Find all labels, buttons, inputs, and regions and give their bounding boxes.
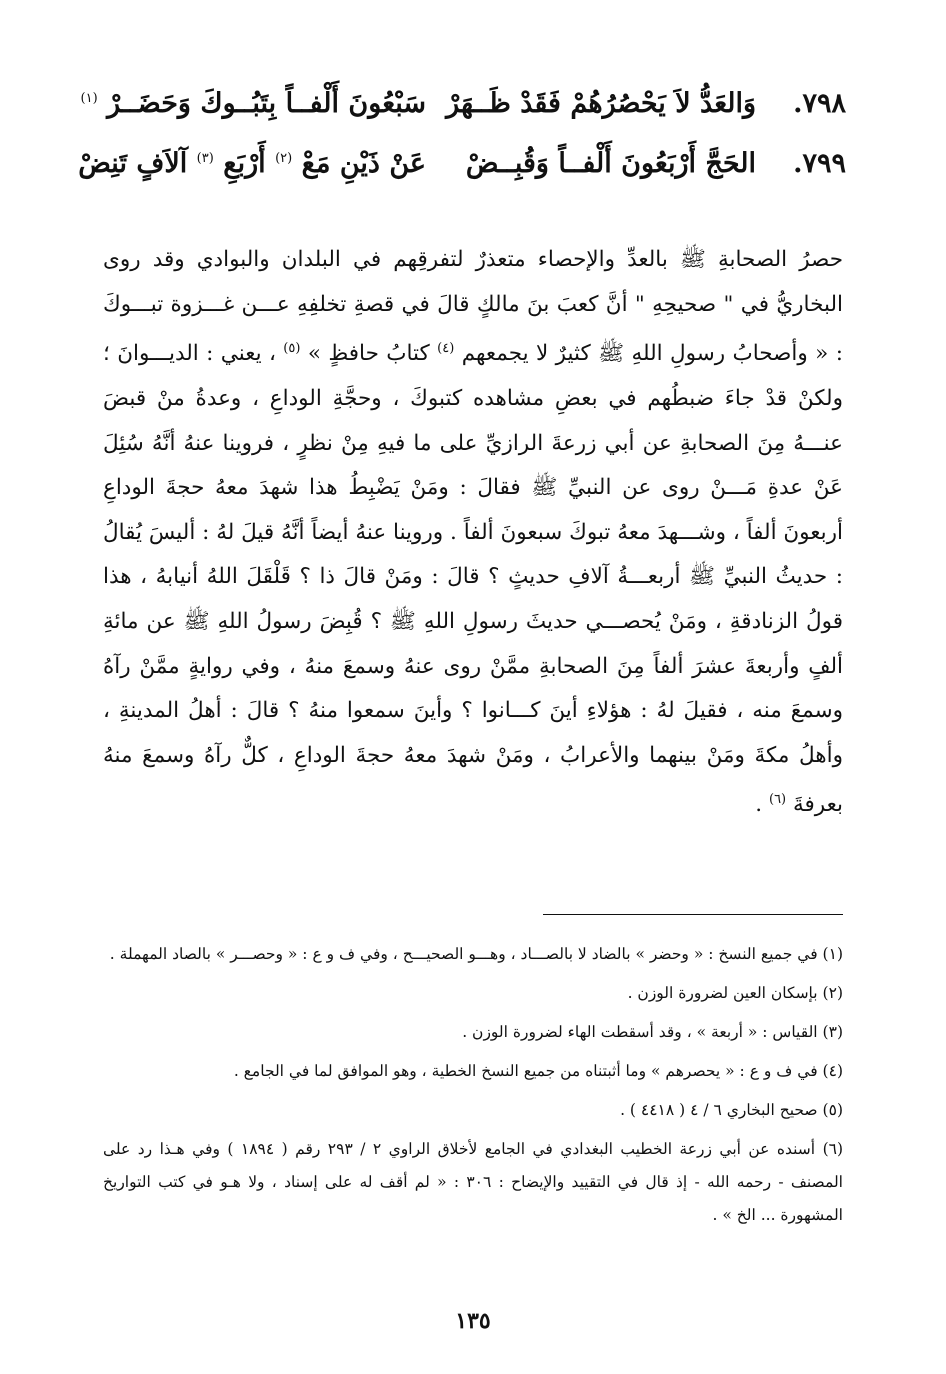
footnote-marker: (٣) <box>196 151 214 166</box>
footnote-text: بإسكان العين لضرورة الوزن . <box>627 984 818 1002</box>
footnote-3 <box>103 1016 843 1049</box>
verse-number: ٧٩٨. <box>793 88 846 119</box>
footnote-marker: (٤) <box>437 341 455 357</box>
verse-second-hemistich <box>78 148 426 179</box>
footnote-text: صحيح البخاري ٦ / ٤ ( ٤٤١٨ ) . <box>620 1101 818 1119</box>
footnote-marker: (١) <box>80 91 98 106</box>
footnote-number: (٣) <box>822 1023 843 1041</box>
text-run: ، يعني : الديـــوانَ ؛ ولكنْ قدْ جاءَ ضبطُهم في بعضِ مشاهده كتبوكَ ، وحجَّةِ الوداعِ ، وعدةُ منْ قبضَ عنـــهُ مِنَ الصحابةِ عن أبي زرعةَ الرازيِّ على ما فيهِ مِنْ نظرٍ ، فروينا عنهُ أنَّهُ سُئِلَ عَنْ عدةِ مَـــنْ روى عن النبيِّ ﷺ فقالَ : ومَنْ يَضْبِطُ هذا شهدَ معهُ حجةَ الوداعِ أربعونَ ألفاً ، وشـــهدَ معهُ تبوكَ سبعونَ ألفاً . وروينا عنهُ أيضاً أنَّهُ قيلَ لهُ : أليسَ يُقالُ : حديثُ النبيِّ ﷺ أربعـــةُ آلافِ حديثٍ ؟ قالَ : ومَنْ قالَ ذا ؟ قَلْقَلَ اللهُ أنيابهُ ، هذا قولُ الزنادقةِ ، ومَنْ يُحصـــي حديثَ رسولِ اللهِ ﷺ ؟ قُبِضَ رسولُ اللهِ ﷺ عن مائةِ ألفٍ وأربعةَ عشرَ ألفاً مِنَ الصحابةِ ممَّنْ روى عنهُ وسمعَ منهُ ، وفي روايةٍ ممَّنْ رآهُ وسمعَ منه ، فقيلَ لهُ : هؤلاءِ أينَ كـــانوا ؟ وأينَ سمعوا منهُ ؟ قالَ : أهلُ المدينةِ ، وأهلُ مكةَ ومَنْ بينهما والأعرابُ ، ومَنْ شهدَ معهُ حجةَ الوداعِ ، كلٌّ رآهُ وسمعَ منهُ بعرفةَ <box>103 341 843 818</box>
footnote-text: أسنده عن أبي زرعة الخطيب البغدادي في الجامع لأخلاق الراوي ٢ / ٢٩٣ رقم ( ١٨٩٤ ) وفي هـذا رد على المصنف - رحمه الله - إذ قال في التقييد والإيضاح : ٣٠٦ : « لم أقف له على إسناد ، ولا هـو في كتب التواريخ المشهورة ... الخ » . <box>103 1140 843 1224</box>
footnote-number: (٢) <box>822 984 843 1002</box>
text-run: كتابُ حافظٍ » <box>307 341 430 367</box>
verse-first-hemistich: الحَجَّ أَرْبَعُونَ أَلْفــاً وَقُبِــضْ <box>465 148 756 179</box>
footnote-divider <box>543 914 843 915</box>
footnotes-section <box>103 938 843 1238</box>
footnote-text: القياس : « أربعة » ، وقد أسقطت الهاء لضرورة الوزن . <box>462 1023 818 1041</box>
poem-verses <box>78 88 846 208</box>
footnote-text: في ف و ع : « يحصرهم » وما أثبتناه من جميع النسخ الخطية ، وهو الموافق لما في الجامع . <box>233 1062 818 1080</box>
verse-799 <box>78 148 846 208</box>
verse-text: سَبْعُونَ أَلْفــاً بِتَبُــوكَ وَحَضَــرْ <box>107 88 426 119</box>
verse-text: أَرْبَعِ <box>223 148 266 179</box>
footnote-marker: (٥) <box>283 341 301 357</box>
verse-number: ٧٩٩. <box>793 148 846 179</box>
footnote-marker: (٢) <box>275 151 293 166</box>
footnote-number: (٥) <box>822 1101 843 1119</box>
footnote-1 <box>103 938 843 971</box>
verse-798 <box>80 88 846 148</box>
commentary-text <box>103 238 843 828</box>
commentary-paragraph <box>103 238 843 828</box>
verse-second-hemistich <box>80 88 426 119</box>
footnote-number: (٤) <box>822 1062 843 1080</box>
footnote-5 <box>103 1094 843 1127</box>
footnote-2 <box>103 977 843 1010</box>
footnote-6 <box>103 1133 843 1232</box>
footnote-number: (٦) <box>822 1140 844 1158</box>
footnote-4 <box>103 1055 843 1088</box>
text-run: . <box>755 792 763 818</box>
verse-text: عَنْ ذَيْنِ مَعْ <box>301 148 426 179</box>
page-number: ١٣٥ <box>455 1308 491 1334</box>
text-run: حصرُ الصحابةِ ﷺ بالعدِّ والإحصاء متعذرٌ لتفرقِهم في البلدان والبوادي وقد روى البخاريُّ في " صحيحِهِ " أنَّ كعبَ بنَ مالكٍ قالَ في قصةِ تخلفِهِ عـــن غـــزوة تبـــوكَ : « وأصحابُ رسولِ اللهِ ﷺ كثيرٌ لا يجمعهم <box>103 247 843 367</box>
footnote-marker: (٦) <box>768 792 787 808</box>
verse-first-hemistich: وَالعَدُّ لاَ يَحْصُرُهُمْ فَقَدْ ظَــهَرْ <box>446 88 756 119</box>
footnote-text: في جميع النسخ : « وحضر » بالضاد لا بالصـــاد ، وهـــو الصحيـــح ، وفي ف و ع : « وحصـــر » بالصاد المهملة . <box>109 945 818 963</box>
verse-text: آلاَفٍ تَنِضْ <box>78 148 188 179</box>
footnote-number: (١) <box>822 945 843 963</box>
